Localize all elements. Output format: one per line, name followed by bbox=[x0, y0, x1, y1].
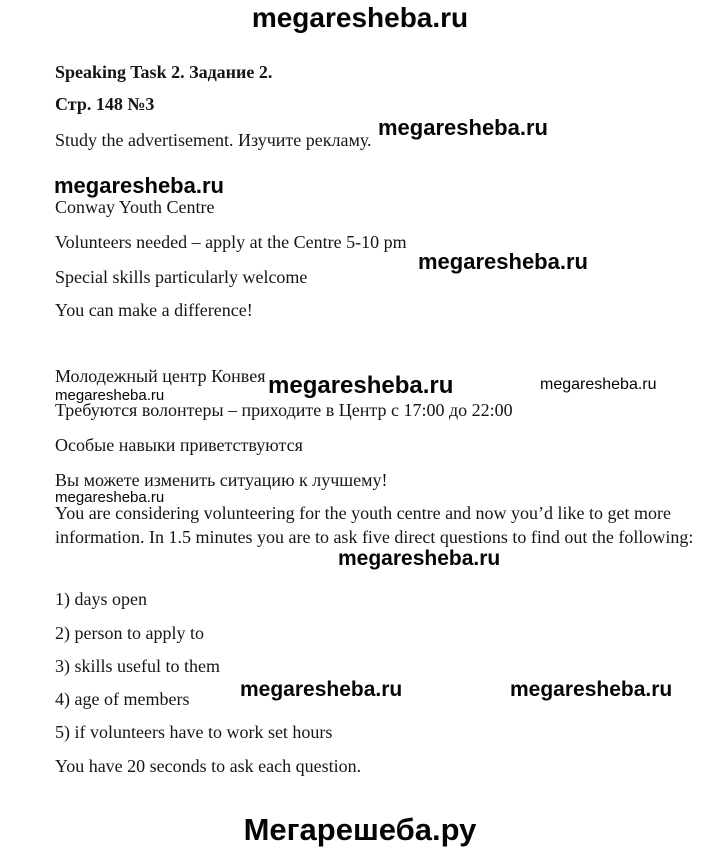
watermark-inline-3: megaresheba.ru bbox=[418, 249, 588, 274]
question-item-4: 4) age of members bbox=[55, 689, 190, 709]
question-item-1: 1) days open bbox=[55, 589, 147, 609]
question-item-3: 3) skills useful to them bbox=[55, 656, 220, 676]
advert-en-difference: You can make a difference! bbox=[55, 300, 253, 320]
watermark-inline-8: megaresheba.ru bbox=[338, 547, 501, 570]
watermark-inline-9: megaresheba.ru bbox=[240, 678, 403, 701]
advert-ru-skills: Особые навыки приветствуются bbox=[55, 435, 303, 455]
watermark-inline-6: megaresheba.ru bbox=[540, 376, 657, 393]
assignment-paragraph: You are considering volunteering for the youth centre and now you’d like to get more information. In 1.5 minutes you are to ask five direct questions to find out the following: bbox=[55, 503, 694, 547]
advert-ru-volunteers: Требуются волонтеры – приходите в Центр с 17:00 до 22:00 bbox=[55, 400, 513, 420]
watermark-inline-5: megaresheba.ru bbox=[268, 372, 454, 399]
task-heading: Speaking Task 2. Задание 2. bbox=[55, 62, 273, 82]
advert-ru-title: Молодежный центр Конвея bbox=[55, 366, 266, 386]
watermark-inline-4: megaresheba.ru bbox=[55, 387, 165, 404]
advert-en-skills: Special skills particularly welcome bbox=[55, 267, 308, 287]
site-logo: Мегарешеба.ру bbox=[243, 812, 477, 847]
watermark-inline-10: megaresheba.ru bbox=[510, 678, 673, 701]
watermark-inline-1: megaresheba.ru bbox=[378, 115, 548, 140]
advert-en-title: Conway Youth Centre bbox=[55, 197, 215, 217]
watermark-inline-7: megaresheba.ru bbox=[55, 489, 165, 506]
closing-note: You have 20 seconds to ask each question. bbox=[55, 756, 362, 776]
question-item-5: 5) if volunteers have to work set hours bbox=[55, 722, 333, 742]
watermark-top: megaresheba.ru bbox=[251, 2, 469, 33]
task-instruction: Study the advertisement. Изучите рекламу. bbox=[55, 130, 372, 150]
page-reference: Стр. 148 №3 bbox=[55, 94, 155, 114]
advert-en-volunteers: Volunteers needed – apply at the Centre 5-10 pm bbox=[55, 232, 407, 252]
question-item-2: 2) person to apply to bbox=[55, 623, 204, 643]
watermark-inline-2: megaresheba.ru bbox=[54, 173, 224, 198]
advert-ru-difference: Вы можете изменить ситуацию к лучшему! bbox=[55, 470, 388, 490]
